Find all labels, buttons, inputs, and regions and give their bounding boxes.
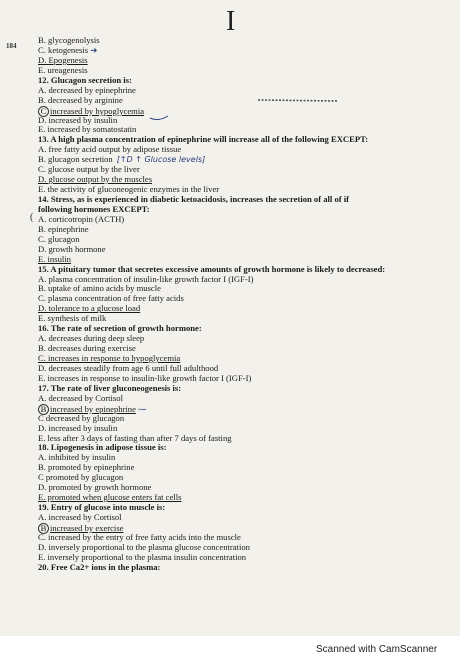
line-text: 16. The rate of secretion of growth hormone: xyxy=(38,323,202,334)
page-marker: I xyxy=(226,6,236,37)
line-text: A. corticotropin (ACTH) xyxy=(38,213,125,224)
line-text: D. Epogenesis xyxy=(38,54,88,65)
line-text: C. plasma concentration of free fatty acids xyxy=(38,293,184,304)
handwritten-note: [↑D ↑ Glucose levels] xyxy=(116,155,206,165)
line-text: A. decreased by Cortisol xyxy=(38,392,123,403)
line-text: D. increased by insulin xyxy=(38,114,118,125)
line-text: B. epinephrine xyxy=(38,223,89,234)
line-text: D. tolerance to a glucose load xyxy=(38,303,141,314)
line-text: A. decreased by epinephrine xyxy=(38,84,136,95)
line-text: A. increased by Cortisol xyxy=(38,512,122,522)
line-text: C. glucose output by the liver xyxy=(38,164,140,175)
margin-bracket: ( xyxy=(30,212,34,223)
camscanner-watermark: Scanned with CamScanner xyxy=(316,644,438,655)
pen-arrow-icon: ➜ xyxy=(88,44,98,55)
line-text: increased by exercise xyxy=(50,522,124,533)
line-text: E. synthesis of milk xyxy=(38,313,107,324)
line-text: E. ureagenesis xyxy=(38,64,88,75)
line-text: C promoted by glucagon xyxy=(38,472,124,483)
line-text: B. glucagon secretion xyxy=(38,154,113,165)
line-text: E. inversely proportional to the plasma insulin concentration xyxy=(38,551,247,562)
line-text: E. insulin xyxy=(38,253,71,264)
line-text: A. free fatty acid output by adipose tissue xyxy=(38,144,182,155)
line-text: E. less after 3 days of fasting than after 7 days of fasting xyxy=(38,432,232,443)
page-number: 184 xyxy=(6,42,17,50)
line-text: A. plasma concentration of insulin-like growth factor I (IGF-I) xyxy=(38,273,254,284)
line-text: increased by epinephrine xyxy=(50,403,136,414)
line-text: C. glucagon xyxy=(38,233,80,244)
line-text: B. promoted by epinephrine xyxy=(38,462,135,473)
pen-stroke xyxy=(258,100,338,101)
line-text: 13. A high plasma concentration of epinephrine will increase all of the following EXCEPT: xyxy=(38,134,369,145)
line-text: D. inversely proportional to the plasma glucose concentration xyxy=(38,541,250,552)
line-text: D. glucose output by the muscles xyxy=(38,174,153,185)
line-text: 14. Stress, as is experienced in diabetic ketoacidosis, increases the secretion of all of if xyxy=(38,194,350,204)
line-text: B. decreases during exercise xyxy=(38,343,136,354)
line-text: E. the activity of gluconeogenic enzymes in the liver xyxy=(38,184,220,195)
line-text: B. decreased by arginine xyxy=(38,94,123,105)
line-text: C. increased by the entry of free fatty acids into the muscle xyxy=(38,531,241,542)
line-text: following hormones EXCEPT: xyxy=(38,203,150,214)
line-text: C. increases in response to hypoglycemia xyxy=(38,353,181,363)
line-text: 17. The rate of liver gluconeogenesis is: xyxy=(38,382,182,393)
line-text: 15. A pituitary tumor that secretes excessive amounts of growth hormone is likely to decreased: xyxy=(38,263,386,274)
line-text: B. uptake of amino acids by muscle xyxy=(38,283,161,294)
line-text: E. increases in response to insulin-like growth factor I (IGF-I) xyxy=(38,372,252,383)
line-text: 18. Lipogenesis in adipose tissue is: xyxy=(38,442,167,453)
line-text: D. growth hormone xyxy=(38,243,106,254)
line-text: 12. Glucagon secretion is: xyxy=(38,74,132,85)
line-text: 19. Entry of glucose into muscle is: xyxy=(38,502,166,513)
line-text: C. ketogenesis xyxy=(38,44,89,55)
line-text: increased by hypoglycemia xyxy=(50,105,145,116)
circled-answer-letter: B xyxy=(38,404,49,415)
line-text: D. promoted by growth hormone xyxy=(38,482,152,493)
line-text: E. promoted when glucose enters fat cells xyxy=(38,492,182,503)
circled-answer-letter: B xyxy=(38,523,49,534)
line-text: A. inhibited by insulin xyxy=(38,452,116,463)
line-text: C decreased by glucagon xyxy=(38,412,125,423)
line-text: E. increased by somatostatin xyxy=(38,124,137,135)
line-text: A. decreases during deep sleep xyxy=(38,333,145,344)
line-text: B. glycogenolysis xyxy=(38,35,100,45)
circled-answer-letter: C xyxy=(38,106,49,117)
line-text: 20. Free Ca2+ ions in the plasma: xyxy=(38,561,161,572)
line-text: D. increased by insulin xyxy=(38,422,118,433)
pen-stroke xyxy=(150,116,168,120)
line-text: D. decreases steadily from age 6 until full adulthood xyxy=(38,362,219,373)
pen-swoosh-icon: ⁓ xyxy=(135,403,147,414)
